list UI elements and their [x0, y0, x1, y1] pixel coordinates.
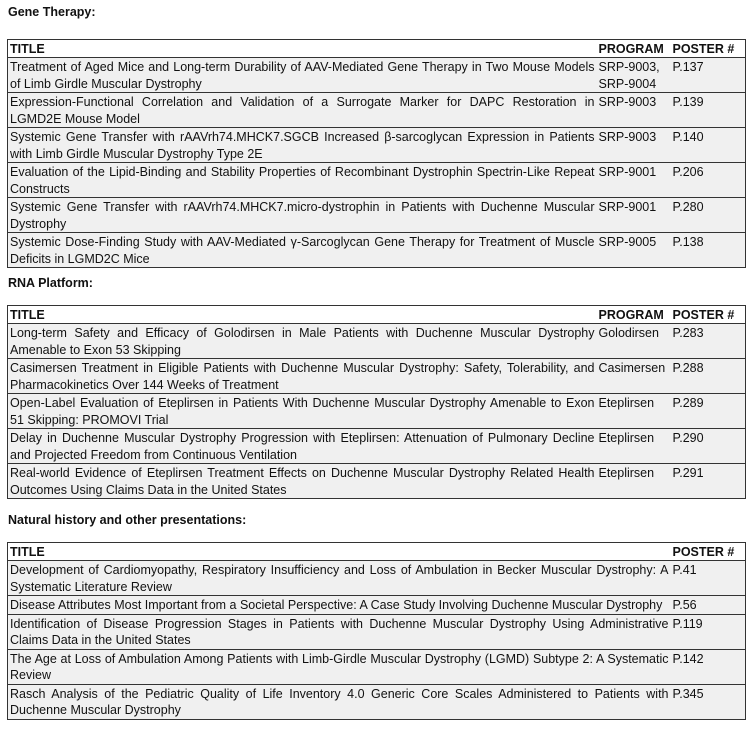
poster-title: Identification of Disease Progression Stages in Patients with Duchenne Muscular Dystrophy Using Administrative Claims Data in the United States	[8, 614, 671, 649]
table-row	[8, 93, 746, 128]
poster-number: P.142	[671, 649, 746, 684]
poster-title: Systemic Gene Transfer with rAAVrh74.MHCK7.micro-dystrophin in Patients with Duchenne Muscular Dystrophy	[8, 198, 597, 233]
program-cell: SRP-9001	[597, 163, 671, 198]
table-row	[8, 429, 746, 464]
program-cell: Eteplirsen	[597, 394, 671, 429]
poster-column-header: POSTER #	[671, 40, 746, 58]
poster-number: P.280	[671, 198, 746, 233]
table-row	[8, 561, 746, 596]
program-column-header: PROGRAM	[597, 306, 671, 324]
poster-number: P.41	[671, 561, 746, 596]
poster-title: Evaluation of the Lipid-Binding and Stability Properties of Recombinant Dystrophin Spectrin-Like Repeat Constructs	[8, 163, 597, 198]
table-row	[8, 464, 746, 499]
poster-title: Development of Cardiomyopathy, Respiratory Insufficiency and Loss of Ambulation in Becker Muscular Dystrophy: A Systematic Literature Review	[8, 561, 671, 596]
program-cell: SRP-9003	[597, 128, 671, 163]
table-header-row	[8, 306, 746, 324]
poster-title: Disease Attributes Most Important from a Societal Perspective: A Case Study Involving Duchenne Muscular Dystrophy	[8, 596, 671, 615]
poster-number: P.119	[671, 614, 746, 649]
table-row	[8, 394, 746, 429]
title-column-header: TITLE	[8, 40, 597, 58]
poster-number: P.288	[671, 359, 746, 394]
poster-title: Treatment of Aged Mice and Long-term Durability of AAV-Mediated Gene Therapy in Two Mouse Models of Limb Girdle Muscular Dystrophy	[8, 58, 597, 93]
poster-number: P.140	[671, 128, 746, 163]
poster-title: The Age at Loss of Ambulation Among Patients with Limb-Girdle Muscular Dystrophy (LGMD) Subtype 2: A Systematic Review	[8, 649, 671, 684]
gene-therapy-table	[7, 39, 746, 268]
section-gene-therapy	[0, 5, 750, 268]
program-cell: SRP-9001	[597, 198, 671, 233]
table-row	[8, 324, 746, 359]
poster-title: Systemic Gene Transfer with rAAVrh74.MHCK7.SGCB Increased β-sarcoglycan Expression in Patients with Limb Girdle Muscular Dystrophy Type 2E	[8, 128, 597, 163]
natural-history-table	[7, 542, 746, 720]
poster-number: P.291	[671, 464, 746, 499]
table-row	[8, 58, 746, 93]
section-rna-platform	[0, 276, 750, 499]
program-column-header: PROGRAM	[597, 40, 671, 58]
poster-number: P.138	[671, 233, 746, 268]
table-row	[8, 596, 746, 615]
rna-platform-table	[7, 305, 746, 499]
program-cell: SRP-9003, SRP-9004	[597, 58, 671, 93]
title-column-header: TITLE	[8, 306, 597, 324]
poster-column-header: POSTER #	[671, 543, 746, 561]
poster-title: Real-world Evidence of Eteplirsen Treatment Effects on Duchenne Muscular Dystrophy Related Health Outcomes Using Claims Data in the United States	[8, 464, 597, 499]
poster-number: P.289	[671, 394, 746, 429]
program-cell: Eteplirsen	[597, 429, 671, 464]
poster-title: Long-term Safety and Efficacy of Golodirsen in Male Patients with Duchenne Muscular Dystrophy Amenable to Exon 53 Skipping	[8, 324, 597, 359]
table-row	[8, 128, 746, 163]
table-header-row	[8, 40, 746, 58]
table-header-row	[8, 543, 746, 561]
poster-title: Systemic Dose-Finding Study with AAV-Mediated γ-Sarcoglycan Gene Therapy for Treatment of Muscle Deficits in LGMD2C Mice	[8, 233, 597, 268]
poster-title: Delay in Duchenne Muscular Dystrophy Progression with Eteplirsen: Attenuation of Pulmonary Decline and Projected Freedom from Continuous Ventilation	[8, 429, 597, 464]
table-row	[8, 684, 746, 719]
program-cell: SRP-9005	[597, 233, 671, 268]
title-column-header: TITLE	[8, 543, 671, 561]
poster-title: Casimersen Treatment in Eligible Patients with Duchenne Muscular Dystrophy: Safety, Tolerability, and Pharmacokinetics Over 144 Weeks of Treatment	[8, 359, 597, 394]
poster-title: Rasch Analysis of the Pediatric Quality of Life Inventory 4.0 Generic Core Scales Administered to Patients with Duchenne Muscular Dystrophy	[8, 684, 671, 719]
poster-number: P.283	[671, 324, 746, 359]
poster-number: P.345	[671, 684, 746, 719]
poster-number: P.290	[671, 429, 746, 464]
poster-number: P.56	[671, 596, 746, 615]
section-natural-history	[0, 513, 750, 720]
program-cell: SRP-9003	[597, 93, 671, 128]
table-row	[8, 163, 746, 198]
poster-number: P.137	[671, 58, 746, 93]
poster-number: P.206	[671, 163, 746, 198]
program-cell: Casimersen	[597, 359, 671, 394]
program-cell: Eteplirsen	[597, 464, 671, 499]
poster-column-header: POSTER #	[671, 306, 746, 324]
section-heading: Gene Therapy:	[8, 5, 96, 19]
table-row	[8, 614, 746, 649]
poster-title: Expression-Functional Correlation and Validation of a Surrogate Marker for DAPC Restoration in LGMD2E Mouse Model	[8, 93, 597, 128]
program-cell: Golodirsen	[597, 324, 671, 359]
section-heading: RNA Platform:	[8, 276, 93, 290]
section-heading: Natural history and other presentations:	[8, 513, 247, 527]
poster-number: P.139	[671, 93, 746, 128]
table-row	[8, 359, 746, 394]
table-row	[8, 649, 746, 684]
table-row	[8, 198, 746, 233]
poster-title: Open-Label Evaluation of Eteplirsen in Patients With Duchenne Muscular Dystrophy Amenable to Exon 51 Skipping: PROMOVI Trial	[8, 394, 597, 429]
table-row	[8, 233, 746, 268]
